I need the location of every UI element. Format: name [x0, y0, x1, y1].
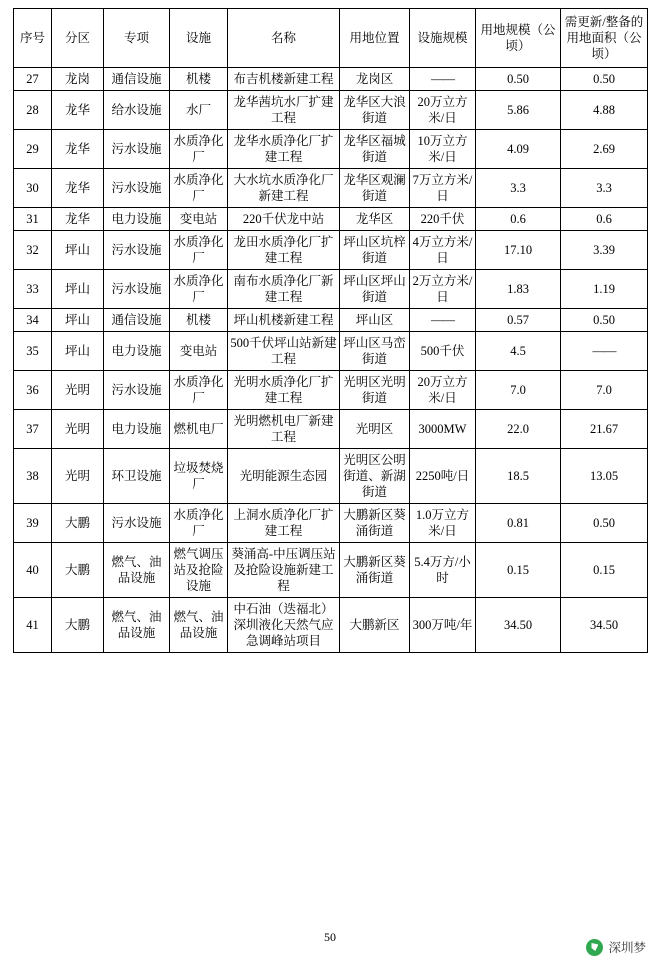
- cell-special: 污水设施: [104, 169, 170, 208]
- cell-zone: 龙华: [52, 169, 104, 208]
- cell-name: 坪山机楼新建工程: [228, 309, 340, 332]
- cell-special: 电力设施: [104, 208, 170, 231]
- cell-special: 环卫设施: [104, 449, 170, 504]
- cell-scale: 3000MW: [410, 410, 476, 449]
- cell-facility: 水质净化厂: [170, 169, 228, 208]
- cell-land-area: 0.57: [476, 309, 561, 332]
- cell-land-area: 17.10: [476, 231, 561, 270]
- table-row: [14, 270, 648, 309]
- cell-zone: 光明: [52, 371, 104, 410]
- cell-index: 34: [14, 309, 52, 332]
- column-header-name: 名称: [228, 9, 340, 68]
- cell-renewal-area: 13.05: [561, 449, 648, 504]
- cell-scale: 300万吨/年: [410, 598, 476, 653]
- cell-zone: 坪山: [52, 332, 104, 371]
- cell-name: 布吉机楼新建工程: [228, 68, 340, 91]
- cell-index: 41: [14, 598, 52, 653]
- cell-facility: 变电站: [170, 332, 228, 371]
- wechat-green-check-icon: [586, 939, 603, 956]
- column-header-facility: 设施: [170, 9, 228, 68]
- column-header-scale: 设施规模: [410, 9, 476, 68]
- table-row: [14, 410, 648, 449]
- cell-name: 光明燃机电厂新建工程: [228, 410, 340, 449]
- cell-scale: 220千伏: [410, 208, 476, 231]
- cell-index: 29: [14, 130, 52, 169]
- table-row: [14, 449, 648, 504]
- cell-location: 光明区公明街道、新湖街道: [340, 449, 410, 504]
- cell-facility: 垃圾焚烧厂: [170, 449, 228, 504]
- cell-facility: 变电站: [170, 208, 228, 231]
- cell-location: 光明区光明街道: [340, 371, 410, 410]
- cell-facility: 机楼: [170, 309, 228, 332]
- cell-facility: 燃气调压站及抢险设施: [170, 543, 228, 598]
- cell-name: 500千伏坪山站新建工程: [228, 332, 340, 371]
- cell-scale: 20万立方米/日: [410, 91, 476, 130]
- table-row: [14, 543, 648, 598]
- cell-land-area: 1.83: [476, 270, 561, 309]
- cell-land-area: 18.5: [476, 449, 561, 504]
- cell-zone: 光明: [52, 449, 104, 504]
- cell-renewal-area: 0.6: [561, 208, 648, 231]
- cell-land-area: 0.6: [476, 208, 561, 231]
- cell-name: 龙田水质净化厂扩建工程: [228, 231, 340, 270]
- cell-index: 40: [14, 543, 52, 598]
- cell-name: 龙华水质净化厂扩建工程: [228, 130, 340, 169]
- cell-location: 大鹏新区葵涌街道: [340, 543, 410, 598]
- table-row: [14, 169, 648, 208]
- cell-location: 坪山区马峦街道: [340, 332, 410, 371]
- cell-land-area: 0.15: [476, 543, 561, 598]
- cell-renewal-area: 0.50: [561, 68, 648, 91]
- cell-renewal-area: 0.50: [561, 309, 648, 332]
- cell-zone: 龙岗: [52, 68, 104, 91]
- cell-index: 38: [14, 449, 52, 504]
- cell-location: 龙华区观澜街道: [340, 169, 410, 208]
- cell-scale: 2250吨/日: [410, 449, 476, 504]
- cell-name: 220千伏龙中站: [228, 208, 340, 231]
- cell-facility: 水质净化厂: [170, 504, 228, 543]
- cell-index: 33: [14, 270, 52, 309]
- cell-zone: 大鹏: [52, 504, 104, 543]
- cell-location: 大鹏新区葵涌街道: [340, 504, 410, 543]
- cell-facility: 机楼: [170, 68, 228, 91]
- cell-zone: 坪山: [52, 309, 104, 332]
- cell-zone: 光明: [52, 410, 104, 449]
- table-row: [14, 208, 648, 231]
- cell-land-area: 0.81: [476, 504, 561, 543]
- cell-location: 龙华区大浪街道: [340, 91, 410, 130]
- cell-renewal-area: 4.88: [561, 91, 648, 130]
- table-row: [14, 332, 648, 371]
- cell-name: 光明水质净化厂扩建工程: [228, 371, 340, 410]
- cell-zone: 龙华: [52, 91, 104, 130]
- cell-special: 燃气、油品设施: [104, 543, 170, 598]
- table-row: [14, 598, 648, 653]
- cell-special: 污水设施: [104, 371, 170, 410]
- column-header-renewal-area: 需更新/整备的用地面积（公顷）: [561, 9, 648, 68]
- cell-special: 电力设施: [104, 332, 170, 371]
- cell-facility: 水厂: [170, 91, 228, 130]
- cell-scale: ——: [410, 309, 476, 332]
- cell-scale: 5.4万方/小时: [410, 543, 476, 598]
- cell-location: 坪山区: [340, 309, 410, 332]
- cell-zone: 大鹏: [52, 598, 104, 653]
- cell-location: 光明区: [340, 410, 410, 449]
- cell-name: 大水坑水质净化厂新建工程: [228, 169, 340, 208]
- cell-land-area: 5.86: [476, 91, 561, 130]
- cell-name: 葵涌高-中压调压站及抢险设施新建工程: [228, 543, 340, 598]
- cell-facility: 水质净化厂: [170, 130, 228, 169]
- cell-special: 通信设施: [104, 309, 170, 332]
- cell-renewal-area: 2.69: [561, 130, 648, 169]
- column-header-land-area: 用地规模（公顷）: [476, 9, 561, 68]
- cell-location: 龙华区: [340, 208, 410, 231]
- cell-index: 37: [14, 410, 52, 449]
- cell-land-area: 3.3: [476, 169, 561, 208]
- cell-index: 31: [14, 208, 52, 231]
- cell-zone: 大鹏: [52, 543, 104, 598]
- cell-special: 污水设施: [104, 231, 170, 270]
- cell-facility: 水质净化厂: [170, 231, 228, 270]
- cell-zone: 龙华: [52, 208, 104, 231]
- cell-index: 27: [14, 68, 52, 91]
- cell-land-area: 7.0: [476, 371, 561, 410]
- cell-name: 龙华茜坑水厂扩建工程: [228, 91, 340, 130]
- cell-renewal-area: ——: [561, 332, 648, 371]
- cell-scale: 2万立方米/日: [410, 270, 476, 309]
- cell-location: 龙岗区: [340, 68, 410, 91]
- cell-land-area: 0.50: [476, 68, 561, 91]
- cell-index: 35: [14, 332, 52, 371]
- cell-location: 坪山区坪山街道: [340, 270, 410, 309]
- cell-land-area: 34.50: [476, 598, 561, 653]
- table-row: [14, 91, 648, 130]
- cell-index: 28: [14, 91, 52, 130]
- cell-index: 30: [14, 169, 52, 208]
- cell-location: 坪山区坑梓街道: [340, 231, 410, 270]
- cell-index: 39: [14, 504, 52, 543]
- table-row: [14, 68, 648, 91]
- cell-renewal-area: 0.50: [561, 504, 648, 543]
- cell-zone: 坪山: [52, 270, 104, 309]
- cell-renewal-area: 7.0: [561, 371, 648, 410]
- table-header-row: [14, 9, 648, 68]
- cell-index: 32: [14, 231, 52, 270]
- cell-scale: 4万立方米/日: [410, 231, 476, 270]
- table-row: [14, 309, 648, 332]
- cell-land-area: 4.5: [476, 332, 561, 371]
- cell-renewal-area: 34.50: [561, 598, 648, 653]
- cell-index: 36: [14, 371, 52, 410]
- table-row: [14, 231, 648, 270]
- cell-special: 燃气、油品设施: [104, 598, 170, 653]
- cell-special: 污水设施: [104, 270, 170, 309]
- column-header-index: 序号: [14, 9, 52, 68]
- cell-zone: 龙华: [52, 130, 104, 169]
- cell-facility: 水质净化厂: [170, 371, 228, 410]
- cell-renewal-area: 3.39: [561, 231, 648, 270]
- cell-location: 大鹏新区: [340, 598, 410, 653]
- cell-facility: 燃机电厂: [170, 410, 228, 449]
- cell-special: 电力设施: [104, 410, 170, 449]
- cell-special: 污水设施: [104, 504, 170, 543]
- table-row: [14, 130, 648, 169]
- cell-scale: 500千伏: [410, 332, 476, 371]
- cell-facility: 燃气、油品设施: [170, 598, 228, 653]
- table-row: [14, 504, 648, 543]
- cell-renewal-area: 3.3: [561, 169, 648, 208]
- cell-name: 光明能源生态园: [228, 449, 340, 504]
- cell-name: 南布水质净化厂新建工程: [228, 270, 340, 309]
- cell-scale: 10万立方米/日: [410, 130, 476, 169]
- facilities-table: [13, 8, 648, 653]
- watermark-label: 深圳梦: [608, 941, 646, 955]
- cell-scale: 20万立方米/日: [410, 371, 476, 410]
- cell-special: 给水设施: [104, 91, 170, 130]
- page-number: 50: [324, 930, 336, 944]
- cell-land-area: 4.09: [476, 130, 561, 169]
- column-header-special: 专项: [104, 9, 170, 68]
- watermark: [586, 938, 646, 956]
- cell-renewal-area: 0.15: [561, 543, 648, 598]
- cell-renewal-area: 1.19: [561, 270, 648, 309]
- cell-zone: 坪山: [52, 231, 104, 270]
- cell-scale: 7万立方米/日: [410, 169, 476, 208]
- column-header-location: 用地位置: [340, 9, 410, 68]
- cell-facility: 水质净化厂: [170, 270, 228, 309]
- cell-scale: ——: [410, 68, 476, 91]
- cell-land-area: 22.0: [476, 410, 561, 449]
- cell-special: 通信设施: [104, 68, 170, 91]
- cell-special: 污水设施: [104, 130, 170, 169]
- cell-location: 龙华区福城街道: [340, 130, 410, 169]
- column-header-zone: 分区: [52, 9, 104, 68]
- cell-name: 上洞水质净化厂扩建工程: [228, 504, 340, 543]
- cell-name: 中石油（迭福北）深圳液化天然气应急调峰站项目: [228, 598, 340, 653]
- cell-scale: 1.0万立方米/日: [410, 504, 476, 543]
- table-row: [14, 371, 648, 410]
- cell-renewal-area: 21.67: [561, 410, 648, 449]
